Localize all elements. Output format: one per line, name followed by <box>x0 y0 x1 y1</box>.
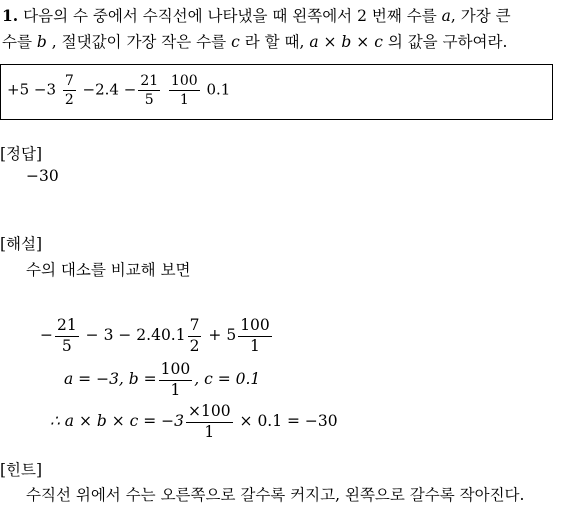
fraction <box>63 74 76 107</box>
choices-box <box>0 64 553 120</box>
question-text: 라 할 때, <box>244 33 305 51</box>
calculation-line <box>50 404 338 440</box>
minus-sign: − <box>123 80 137 99</box>
fraction-numerator: 21 <box>55 318 79 337</box>
choice-number: −2.4 <box>82 80 119 99</box>
fraction <box>159 362 193 398</box>
choice-number: −3 <box>33 80 57 99</box>
minus-sign: − <box>40 326 53 344</box>
order-expression <box>40 318 274 354</box>
explanation-intro: 수의 대소를 비교해 보면 <box>26 261 191 279</box>
variable-b: b <box>36 33 47 51</box>
question-text: , 가장 큰 <box>450 7 511 25</box>
answer-value: −30 <box>26 167 59 185</box>
fraction <box>188 318 202 354</box>
value-b: b = <box>128 370 157 388</box>
question-text: 의 값을 구하여라. <box>387 33 508 51</box>
question-text: 다음의 수 중에서 수직선에 나타냈을 때 왼쪽에서 2 번째 수를 <box>23 7 437 25</box>
values-line <box>64 362 260 398</box>
fraction-denominator: 2 <box>64 92 74 108</box>
hint-text: 수직선 위에서 수는 오른쪽으로 갈수록 커지고, 왼쪽으로 갈수록 작아진다. <box>26 486 525 504</box>
question-line-2 <box>2 30 507 52</box>
fraction-numerator: 100 <box>159 362 193 381</box>
fraction <box>138 74 160 107</box>
fraction-numerator: 21 <box>140 73 159 89</box>
question-number: 1. <box>2 6 19 25</box>
plus-five: + 5 <box>208 326 237 344</box>
value-c: , c = 0.1 <box>194 370 261 388</box>
fraction <box>55 318 79 354</box>
explanation-heading: [해설] <box>0 235 43 253</box>
fraction-denominator: 1 <box>179 92 189 108</box>
answer-heading: [정답] <box>0 145 43 163</box>
fraction-numerator: ×100 <box>186 404 233 423</box>
fraction-denominator: 1 <box>170 380 181 399</box>
fraction-numerator: 7 <box>64 73 74 89</box>
calc-suffix: × 0.1 = −30 <box>239 412 338 430</box>
hint-heading: [힌트] <box>0 461 43 479</box>
fraction <box>238 318 272 354</box>
fraction-denominator: 1 <box>250 336 260 355</box>
value-a: a = −3, <box>64 370 124 388</box>
order-middle: − 3 − 2.40.1 <box>85 326 186 344</box>
variable-c: c <box>231 33 240 51</box>
choice-number: +5 <box>7 80 30 99</box>
fraction-denominator: 1 <box>204 422 215 441</box>
fraction-denominator: 5 <box>144 92 154 108</box>
fraction-denominator: 2 <box>189 336 200 355</box>
fraction-denominator: 5 <box>61 336 72 355</box>
question-text: , 절댓값이 가장 작은 수를 <box>51 33 227 51</box>
fraction-numerator: 100 <box>170 73 198 89</box>
variable-a: a <box>441 7 451 25</box>
choices-list <box>7 74 230 107</box>
fraction <box>169 74 200 107</box>
calc-prefix: ∴ a × b × c = −3 <box>50 412 185 430</box>
question-text: 수를 <box>2 33 32 51</box>
expression: a × b × c <box>309 33 383 51</box>
fraction <box>186 404 233 440</box>
fraction-numerator: 100 <box>238 318 272 337</box>
question-line-1 <box>2 4 511 26</box>
fraction-numerator: 7 <box>188 318 202 337</box>
choice-number: 0.1 <box>206 80 231 99</box>
